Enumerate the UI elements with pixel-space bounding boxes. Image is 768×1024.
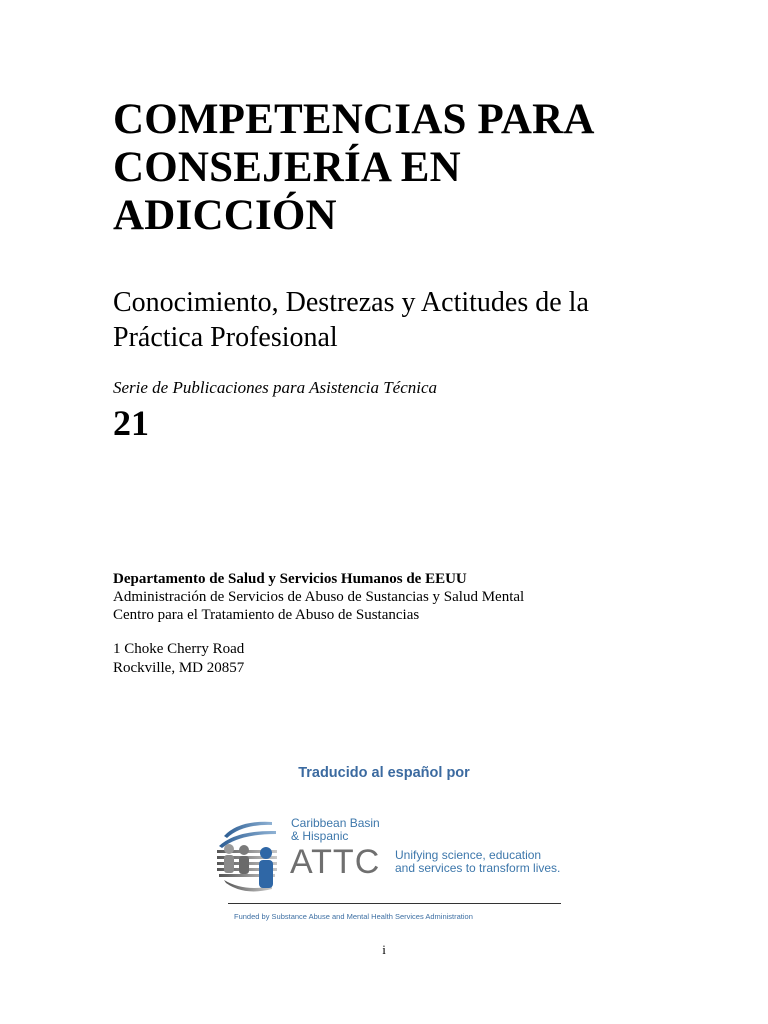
document-title [113, 96, 733, 240]
administration-name: Administración de Servicios de Abuso de Sustancias y Salud Mental [113, 589, 525, 605]
translated-by-heading: Traducido al español por [298, 765, 470, 781]
series-number: 21 [113, 403, 149, 443]
attc-logo [214, 812, 564, 897]
title-line-2: CONSEJERÍA EN [113, 144, 461, 191]
attc-wordmark: ATTC [290, 843, 381, 881]
funded-by-text: Funded by Substance Abuse and Mental Health Services Administration [234, 912, 473, 921]
center-name: Centro para el Tratamiento de Abuso de Sustancias [113, 607, 420, 623]
document-subtitle [113, 285, 713, 355]
page-number: i [382, 942, 386, 957]
address-block [113, 640, 244, 678]
org-name [291, 817, 380, 843]
series-name: Serie de Publicaciones para Asistencia Técnica [113, 378, 438, 397]
department-name: Departamento de Salud y Servicios Humanos de EEUU [113, 571, 467, 587]
funded-divider [228, 903, 561, 904]
tagline-line-1: Unifying science, education [395, 848, 542, 862]
attc-people-logo-icon [214, 816, 284, 894]
tagline-line-2: and services to transform lives. [395, 861, 561, 875]
logo-tagline [395, 849, 560, 875]
org-name-line-1: Caribbean Basin [291, 816, 380, 830]
subtitle-line-2: Práctica Profesional [113, 322, 338, 353]
address-street: 1 Choke Cherry Road [113, 641, 245, 657]
title-line-3: ADICCIÓN [113, 192, 337, 239]
title-line-1: COMPETENCIAS PARA [113, 96, 595, 143]
subtitle-line-1: Conocimiento, Destrezas y Actitudes de la [113, 287, 589, 318]
org-name-line-2: & Hispanic [291, 829, 349, 843]
agency-block [113, 570, 524, 624]
address-city: Rockville, MD 20857 [113, 660, 245, 676]
